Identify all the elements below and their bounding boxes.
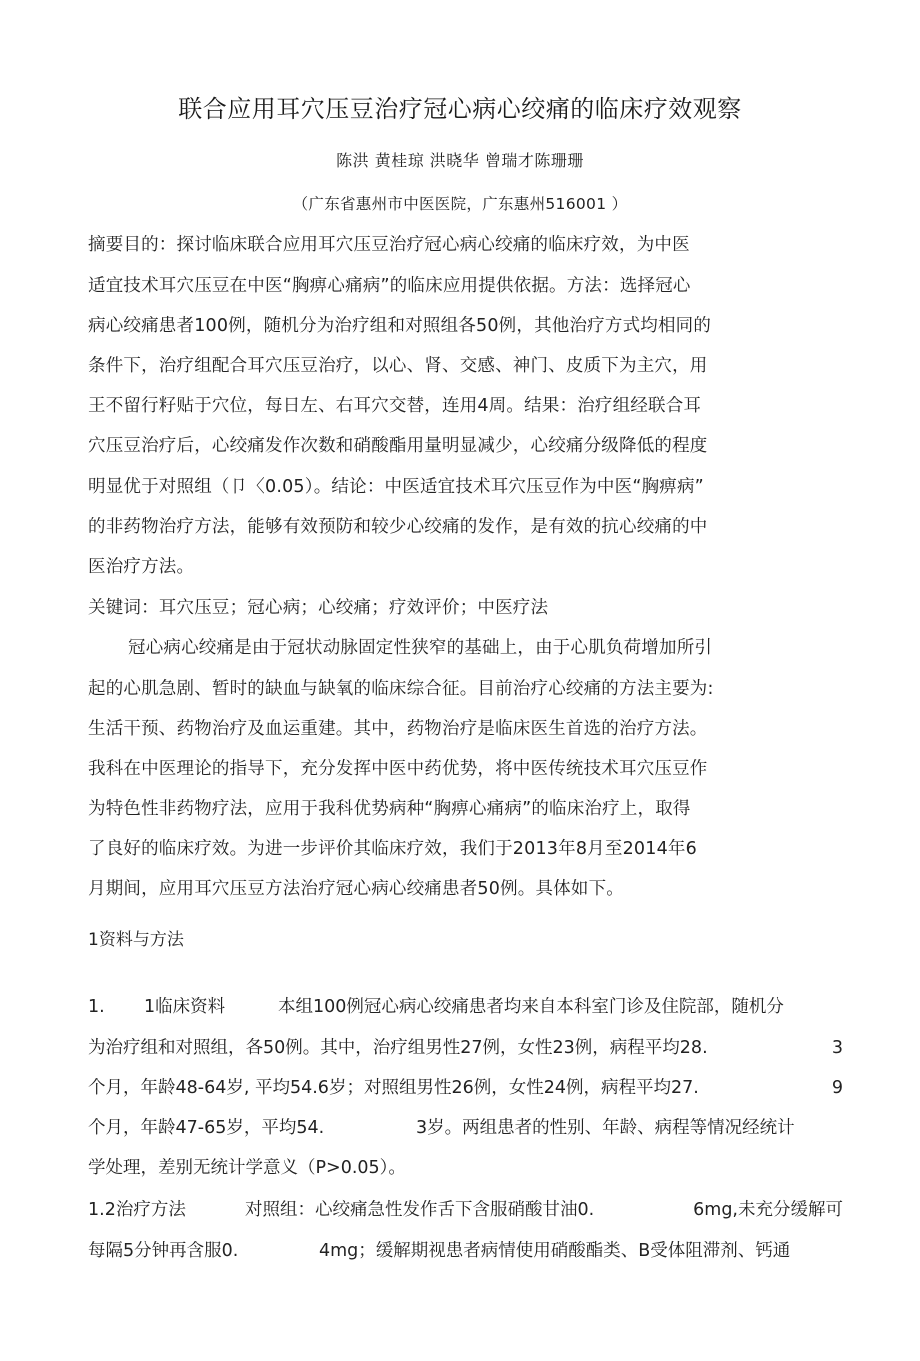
s12-text: 4mg；缓解期视患者病情使用硝酸酯类、B受体阻滞剂、钙通	[319, 1241, 791, 1261]
intro-line: 起的心肌急剧、暂时的缺血与缺氧的临床综合征。目前治疗心绞痛的方法主要为:	[88, 679, 714, 699]
intro-line: 月期间，应用耳穴压豆方法治疗冠心病心绞痛患者50例。具体如下。	[88, 879, 624, 899]
intro-line: 了良好的临床疗效。为进一步评价其临床疗效，我们于2013年8月至2014年6	[88, 839, 697, 859]
s11-row-4	[88, 1116, 843, 1140]
s12-row-1	[88, 1198, 843, 1222]
abstract-line: 适宜技术耳穴压豆在中医“胸痹心痛病”的临床应用提供依据。方法：选择冠心	[88, 276, 691, 296]
keywords: 关键词：耳穴压豆；冠心病；心绞痛；疗效评价；中医疗法	[88, 598, 549, 618]
s12-text: 每隔5分钟再含服0.	[88, 1241, 239, 1261]
s11-row-5	[88, 1156, 843, 1180]
abstract-line: 条件下，治疗组配合耳穴压豆治疗，以心、肾、交感、神门、皮质下为主穴，用	[88, 356, 708, 376]
s12-label: 1.2治疗方法	[88, 1200, 186, 1220]
s11-text: 学处理，差别无统计学意义（P>0.05）。	[88, 1158, 406, 1178]
abstract-line: 穴压豆治疗后，心绞痛发作次数和硝酸酯用量明显减少，心绞痛分级降低的程度	[88, 436, 708, 456]
s11-text: 3岁。两组患者的性别、年龄、病程等情况经统计	[416, 1118, 795, 1138]
abstract-line: 摘要目的：探讨临床联合应用耳穴压豆治疗冠心病心绞痛的临床疗效，为中医	[88, 235, 690, 255]
s12-text: 6mg,未充分缓解可	[693, 1200, 843, 1220]
affiliation: （广东省惠州市中医医院，广东惠州516001 ）	[292, 195, 628, 213]
s11-text: 为治疗组和对照组，各50例。其中，治疗组男性27例，女性23例，病程平均28.	[88, 1038, 708, 1058]
intro-line: 我科在中医理论的指导下，充分发挥中医中药优势，将中医传统技术耳穴压豆作	[88, 759, 708, 779]
s11-text: 本组100例冠心病心绞痛患者均来自本科室门诊及住院部，随机分	[278, 997, 784, 1017]
s11-text: 个月，年龄47-65岁，平均54.	[88, 1118, 325, 1138]
abstract-line: 王不留行籽贴于穴位，每日左、右耳穴交替，连用4周。结果：治疗组经联合耳	[88, 396, 702, 416]
abstract-line: 的非药物治疗方法，能够有效预防和较少心绞痛的发作，是有效的抗心绞痛的中	[88, 517, 708, 537]
s11-number: 1.	[88, 997, 105, 1017]
s11-text: 3	[831, 1038, 843, 1058]
s11-row-2	[88, 1036, 843, 1060]
intro-line: 生活干预、药物治疗及血运重建。其中，药物治疗是临床医生首选的治疗方法。	[88, 719, 708, 739]
s11-label: 1临床资料	[144, 997, 226, 1017]
intro-line: 冠心病心绞痛是由于冠状动脉固定性狭窄的基础上，由于心肌负荷增加所引	[128, 638, 713, 658]
s11-text: 个月，年龄48-64岁, 平均54.6岁；对照组男性26例，女性24例，病程平均27.	[88, 1078, 699, 1098]
abstract-line: 明显优于对照组（卩〈0.05）。结论：中医适宜技术耳穴压豆作为中医“胸痹病”	[88, 477, 704, 497]
intro-line: 为特色性非药物疗法，应用于我科优势病种“胸痹心痛病”的临床治疗上，取得	[88, 799, 691, 819]
s11-row-3	[88, 1076, 843, 1100]
author-list: 陈洪 黄桂琼 洪晓华 曾瑞才陈珊珊	[336, 151, 584, 170]
s11-row-1	[88, 995, 843, 1019]
s12-text: 对照组：心绞痛急性发作舌下含服硝酸甘油0.	[245, 1200, 595, 1220]
s11-text: 9	[831, 1078, 843, 1098]
abstract-line: 医治疗方法。	[88, 557, 195, 577]
abstract-line: 病心绞痛患者100例，随机分为治疗组和对照组各50例，其他治疗方式均相同的	[88, 316, 712, 336]
section-heading: 1资料与方法	[88, 930, 184, 950]
s12-row-2	[88, 1239, 843, 1263]
paper-title: 联合应用耳穴压豆治疗冠心病心绞痛的临床疗效观察	[178, 95, 742, 123]
